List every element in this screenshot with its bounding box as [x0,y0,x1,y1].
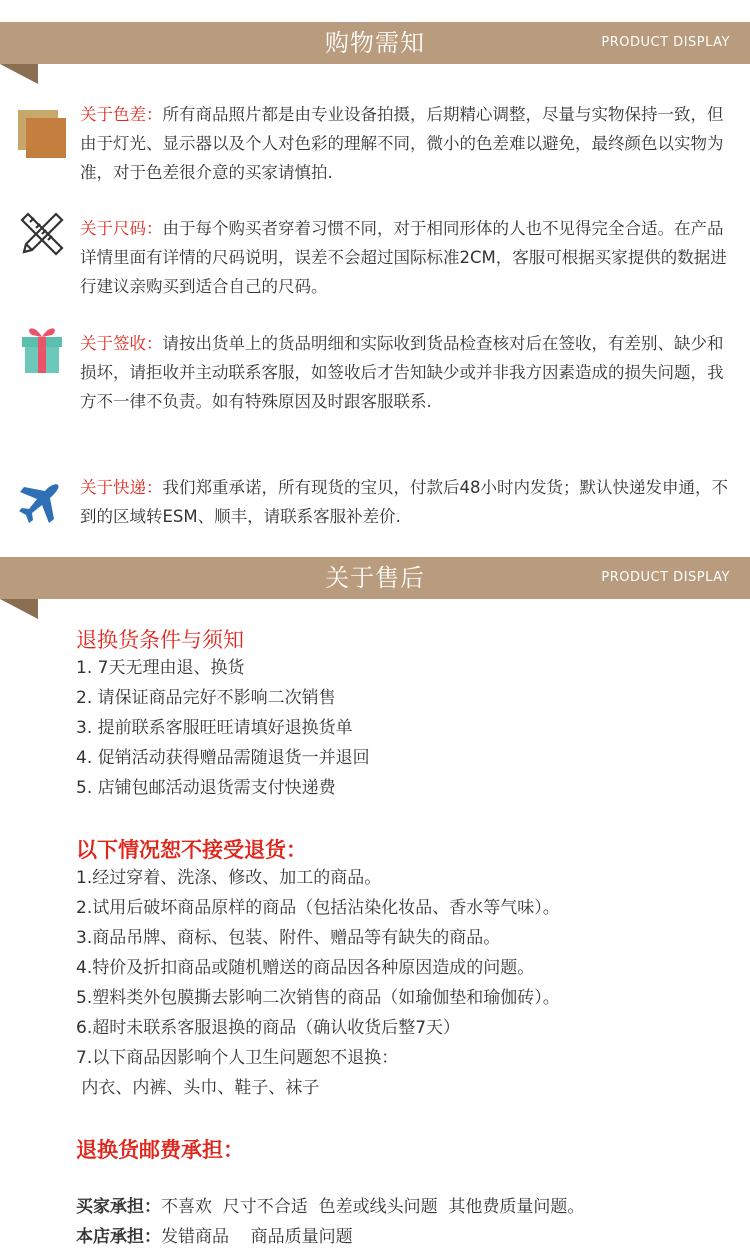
airplane-icon [16,481,68,533]
returns-item: 1. 7天无理由退、换货 [76,658,245,678]
notice-body: 所有商品照片都是由专业设备拍摄，后期精心调整，尽量与实物保持一致，但由于灯光、显示器以及个人对色彩的理解不同，微小的色差难以避免，最终颜色以实物为准，对于色差很介意的买家请慎拍. [80,105,724,182]
notice-text [80,329,728,416]
refusals-heading: 以下情况恕不接受退货： [76,838,307,862]
notice-body: 由于每个购买者穿着习惯不同，对于相同形体的人也不见得完全合适。在产品详情里面有详情的尺码说明，误差不会超过国际标准2CM，客服可根据买家提供的数据进行建议亲购买到适合自己的尺码。 [80,219,727,296]
store-label: 本店承担： [76,1227,161,1247]
notice-text [80,100,728,187]
refusals-item: 3.商品吊牌、商标、包装、附件、赠品等有缺失的商品。 [76,928,501,948]
notice-text [80,473,728,531]
banner-fold [0,64,38,84]
shipping-buyer-line [76,1192,584,1222]
refusals-item: 4.特价及折扣商品或随机赠送的商品因各种原因造成的问题。 [76,958,535,978]
notice-text [80,214,728,301]
returns-item: 4. 促销活动获得赠品需随退货一并退回 [76,748,370,768]
section-subtitle: PRODUCT DISPLAY [601,35,730,50]
refusals-item: 内衣、内裤、头巾、鞋子、袜子 [76,1078,320,1098]
ruler-pencil-icon [16,208,68,260]
section-subtitle: PRODUCT DISPLAY [601,570,730,585]
refusals-item: 1.经过穿着、洗涤、修改、加工的商品。 [76,868,382,888]
store-text: 发错商品 商品质量问题 [161,1227,353,1247]
returns-item: 3. 提前联系客服旺旺请填好退换货单 [76,718,353,738]
section-banner-shopping [0,22,750,84]
shipping-heading: 退换货邮费承担： [76,1138,244,1162]
buyer-text: 不喜欢 尺寸不合适 色差或线头问题 其他费质量问题。 [161,1197,585,1217]
section-banner-aftersales [0,557,750,619]
notice-label: 关于尺码： [80,219,163,238]
returns-heading: 退换货条件与须知 [76,628,244,652]
shipping-store-line [76,1222,353,1252]
notice-body: 我们郑重承诺，所有现货的宝贝，付款后48小时内发货；默认快递发申通，不到的区域转ESM、顺丰，请联系客服补差价. [80,478,728,526]
refusals-item: 6.超时未联系客服退换的商品（确认收货后整7天） [76,1018,461,1038]
buyer-label: 买家承担： [76,1197,161,1217]
color-swatch-icon [16,108,68,160]
refusals-item: 7.以下商品因影响个人卫生问题恕不退换： [76,1048,399,1068]
returns-item: 2. 请保证商品完好不影响二次销售 [76,688,336,708]
notice-body: 请按出货单上的货品明细和实际收到货品检查核对后在签收，有差别、缺少和损坏，请拒收并主动联系客服，如签收后才告知缺少或并非我方因素造成的损失问题，我方不一律不负责。如有特殊原因及时跟客服联系. [80,334,724,411]
notice-label: 关于快递： [80,478,163,497]
returns-item: 5. 店铺包邮活动退货需支付快递费 [76,778,336,798]
refusals-item: 5.塑料类外包膜撕去影响二次销售的商品（如瑜伽垫和瑜伽砖）。 [76,988,560,1008]
section-title: 关于售后 [325,564,425,592]
notice-label: 关于签收： [80,334,163,353]
notice-label: 关于色差： [80,105,163,124]
refusals-item: 2.试用后破坏商品原样的商品（包括沾染化妆品、香水等气味）。 [76,898,560,918]
banner-fold [0,599,38,619]
section-title: 购物需知 [325,29,425,57]
gift-box-icon [16,321,68,373]
